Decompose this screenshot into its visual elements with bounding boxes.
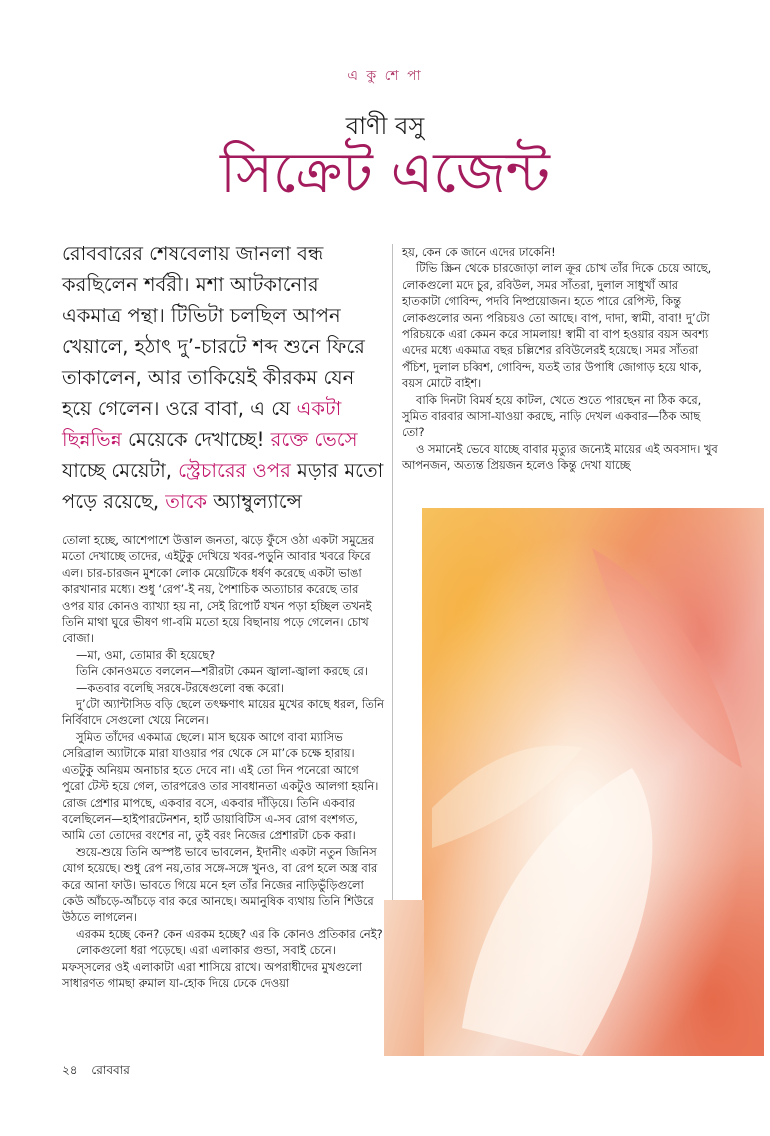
- body-paragraph: টিভি স্ক্রিন থেকে চারজোড়া লাল ক্রূর চোখ তাঁর দিকে চেয়ে আছে, লোকগুলো মদে চুর, রবিউল, সমর সাঁতরা, দুলাল সাধুখাঁ আর হাতকাটা গোবিন্দ, পদবি নিষ্প্রয়োজন। হতে পারে রেপিস্ট, কিন্তু লোকগুলোর অন্য পরিচয়ও তো আছে। বাপ, দাদা, স্বামী, বাবা! দু’টো পরিচয়কে এরা কেমন করে সামলায়! স্বামী বা বাপ হওয়ার বয়স অবশ্য এদের মধ্যে একমাত্র বছর চল্লিশের রবিউলেরই হয়েছে। সমর সাঁতরা পঁচিশ, দুলাল চব্বিশ, গোবিন্দ, যতই তার উপাধি জোগাড় হয়ে থাক, বয়স মোটে বাইশ।: [402, 261, 712, 391]
- flower-petals-photo: [422, 508, 764, 1056]
- body-paragraph: হয়, কেন কে জানে এদের ঢাকেনি!: [402, 245, 556, 259]
- flower-petals-photo-extension: [384, 900, 424, 1056]
- lead-highlight: একটা ছিন্নভিন্ন: [62, 397, 342, 451]
- lead-highlight: তাকে: [165, 490, 208, 513]
- right-column-body: [402, 244, 718, 474]
- body-paragraph: বাকি দিনটা বিমর্ষ হয়ে কাটল, খেতে শুতে পারছেন না ঠিক করে, সুমিত বারবার আসা-যাওয়া করছে, নাড়ি দেখল একবার—ঠিক আছ তো?: [402, 392, 702, 440]
- section-kicker: এ কু শে পা: [347, 68, 423, 84]
- lead-text: রোববারের শেষবেলায় জানলা বন্ধ করছিলেন শর্বরী। মশা আটকানোর একমাত্র পন্থা। টিভিটা চলছিল আপন খেয়ালে, হঠাৎ দু’-চারটে শব্দ শুনে ফিরে তাকালেন, আর তাকিয়েই কীরকম যেন হয়ে গেলেন। ওরে বাবা, এ যে: [62, 242, 365, 420]
- story-title: সিক্রেট এজেন্ট: [220, 141, 550, 206]
- left-column-body: [62, 532, 384, 991]
- author-name: বাণী বসু: [345, 112, 425, 140]
- magazine-name: রোববার: [91, 1063, 130, 1077]
- page-number: ২৪: [62, 1063, 78, 1077]
- body-paragraph: লোকগুলো ধরা পড়েছে। এরা এলাকার গুন্ডা, সবাই চেনে। মফস্সলের ওই এলাকাটা এরা শাসিয়ে রাখে। অপরাধীদের মুখগুলো সাধারণত গামছা রুমাল যা-হোক দিয়ে ঢেকে দেওয়া: [62, 943, 362, 990]
- page-footer: [62, 1062, 140, 1082]
- body-paragraph: তিনি কোনওমতে বললেন—শরীরটা কেমন জ্বালা-জ্বালা করছে রে।: [76, 664, 368, 679]
- lead-text: অ্যাম্বুল্যান্সে: [207, 490, 302, 513]
- lead-highlight: স্ট্রেচারের ওপর: [178, 459, 291, 482]
- body-paragraph: শুয়ে-শুয়ে তিনি অস্পষ্ট ভাবে ভাবলেন, ইদানীং একটা নতুন জিনিস যোগ হয়েছে। শুধু রেপ নয়,তার সঙ্গে-সঙ্গে খুনও, বা রেপ হলে অস্ত্র বার করে আনা ফাউ। ভাবতে গিয়ে মনে হল তাঁর নিজের নাড়িভুঁড়িগুলো কেউ আঁচড়ে-আঁচড়ে বার করে আনছে। অমানুষিক ব্যথায় তিনি শিউরে উঠতে লাগলেন।: [62, 844, 378, 925]
- lead-text: মড়ার মতো পড়ে রয়েছে,: [62, 459, 384, 513]
- body-paragraph: —মা, ওমা, তোমার কী হয়েছে?: [76, 647, 216, 662]
- body-paragraph: ও সমানেই ভেবে যাচ্ছে বাবার মৃত্যুর জন্যেই মায়ের এই অবসাদ। খুব আপনজন, অত্যন্ত প্রিয়জন হলেও কিন্তু দেখা যাচ্ছে: [402, 441, 718, 473]
- body-paragraph: সুমিত তাঁদের একমাত্র ছেলে। মাস ছয়েক আগে বাবা ম্যাসিভ সেরিব্রাল অ্যাটাকে মারা যাওয়ার পর থেকে সে মা’কে চক্ষে হারায়। এতটুকু অনিয়ম অনাচার হতে দেবে না। এই তো দিন পনেরো আগে পুরো টেস্ট হয়ে গেল, তারপরেও তার সাবধানতা একটুও আলগা হয়নি। রোজ প্রেশার মাপছে, একবার বসে, একবার দাঁড়িয়ে। তিনি একবার বলেছিলেন—হাইপারটেনশন, হার্ট ডায়াবিটিস এ-সব রোগ বংশগত, আমি তো তোদের বংশের না, তুই বরং নিজের প্রেশারটা চেক করা।: [62, 729, 379, 843]
- lead-highlight: রক্তে ভেসে: [270, 428, 358, 451]
- body-paragraph: —কতবার বলেছি সরষে-টরষেগুলো বন্ধ করো।: [76, 680, 284, 695]
- body-paragraph: তোলা হচ্ছে, আশেপাশে উত্তাল জনতা, ঝড়ে ফুঁসে ওঠা একটা সমুদ্রের মতো দেখাচ্ছে তাদের, এইটুকু দেখিয়ে খবর-পড়ুনি আবার খবরে ফিরে এল। চার-চারজন মুশকো লোক মেয়েটিকে ধর্ষণ করেছে একটা ভাঙা কারখানার মধ্যে। শুধু ‘রেপ’-ই নয়, পৈশাচিক অত্যাচার করেছে তার ওপর যার কোনও ব্যাখ্যা হয় না, সেই রিপোর্ট যখন পড়া হচ্ছিল তখনই তিনি মাথা ঘুরে ভীষণ গা-বমি মতো হয়ে বিছানায় পড়ে গেলেন। চোখ বোজা।: [62, 533, 374, 646]
- body-paragraph: এরকম হচ্ছে কেন? কেন এরকম হচ্ছে? এর কি কোনও প্রতিকার নেই?: [76, 926, 383, 941]
- body-paragraph: দু’টো অ্যান্টাসিড বড়ি ছেলে তৎক্ষণাৎ মায়ের মুখের কাছে ধরল, তিনি নির্বিবাদে সেগুলো খেয়ে নিলেন।: [62, 697, 384, 728]
- lead-paragraph: [62, 238, 384, 517]
- lead-text: মেয়েকে দেখাচ্ছে!: [121, 428, 271, 451]
- lead-text: যাচ্ছে মেয়েটা,: [62, 459, 179, 482]
